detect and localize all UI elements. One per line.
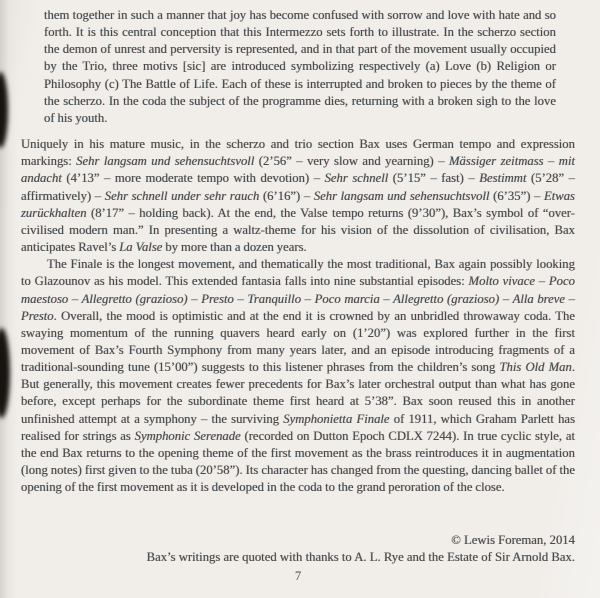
program-note-quote: them together in such a manner that joy has become confused with sorrow and love with hate and so forth. It is this central conception that this Intermezzo sets forth to illustrate. In the scherzo section the demon of unrest and perversity is represented, and in that part of the movement usually occupied by the Trio, three motivs [sic] are introduced symbolizing respectively (a) Love (b) Religion or Philosophy (c) The Battle of Life. Each of these is interrupted and broken to pieces by the theme of the scherzo. In the coda the subject of the programme dies, returning with a broken sigh to the love of his youth. <box>44 8 556 125</box>
body-paragraph-finale: The Finale is the longest movement, and thematically the most traditional, Bax again possibly looking to Glazounov as his model. This extended fantasia falls into nine substantial episodes: Molto vivace – Poco maestoso – Allegretto (grazioso) – Presto – Tranquillo – Poco marcia – Allegretto (grazioso) – Alla breve – Presto. Overall, the mood is optimistic and at the end it is crowned by an unbridled throwaway coda. The swaying momentum of the running quavers heard early on (1’20”) was explored further in the first movement of Bax’s Fourth Symphony from many years later, and an episode introducing fragments of a traditional-sounding tune (15’00”) suggests to this listener phrases from the children’s song This Old Man. But generally, this movement creates fewer precedents for Bax’s later orchestral output than what has gone before, except perhaps for the subordinate theme first heard at 5’38”. Bax soon reused this in another unfinished attempt at a symphony – the surviving Symphonietta Finale of 1911, which Graham Parlett has realised for strings as Symphonic Serenade (recorded on Dutton Epoch CDLX 7244). In true cyclic style, at the end Bax returns to the opening theme of the first movement as the brass reintroduces it in augmentation (long notes) first given to the tuba (20’58”). Its character has changed from the questing, dancing ballet of the opening of the first movement as it is developed in the coda to the grand peroration of the close. <box>21 257 576 495</box>
acknowledgement-line: Bax’s writings are quoted with thanks to A. L. Rye and the Estate of Sir Arnold Bax. <box>146 550 575 564</box>
page-number: 7 <box>294 569 302 583</box>
body-paragraph-tempo-markings: Uniquely in his mature music, in the scherzo and trio section Bax uses German tempo and expression markings: Sehr langsam und sehensuchtsvoll (2’56” – very slow and yearning) – Mässiger zeitmass – mit andacht (4’13” – more moderate tempo with devotion) – Sehr schnell (5’15” – fast) – Bestimmt (5’28” – affirmatively) – Sehr schnell under sehr rauch (6’16”) – Sehr langsam und sehensuchtsvoll (6’35”) – Etwas zurückhalten (8’17” – holding back). At the end, the Valse tempo returns (9’30”), Bax’s symbol of “over-civilised modern man.” In presenting a waltz-theme for his vision of the dissolution of civilisation, Bax anticipates Ravel’s La Valse by more than a dozen years. <box>21 137 576 255</box>
copyright-credit: © Lewis Foreman, 2014 <box>451 533 575 547</box>
page-text-column <box>21 7 575 496</box>
